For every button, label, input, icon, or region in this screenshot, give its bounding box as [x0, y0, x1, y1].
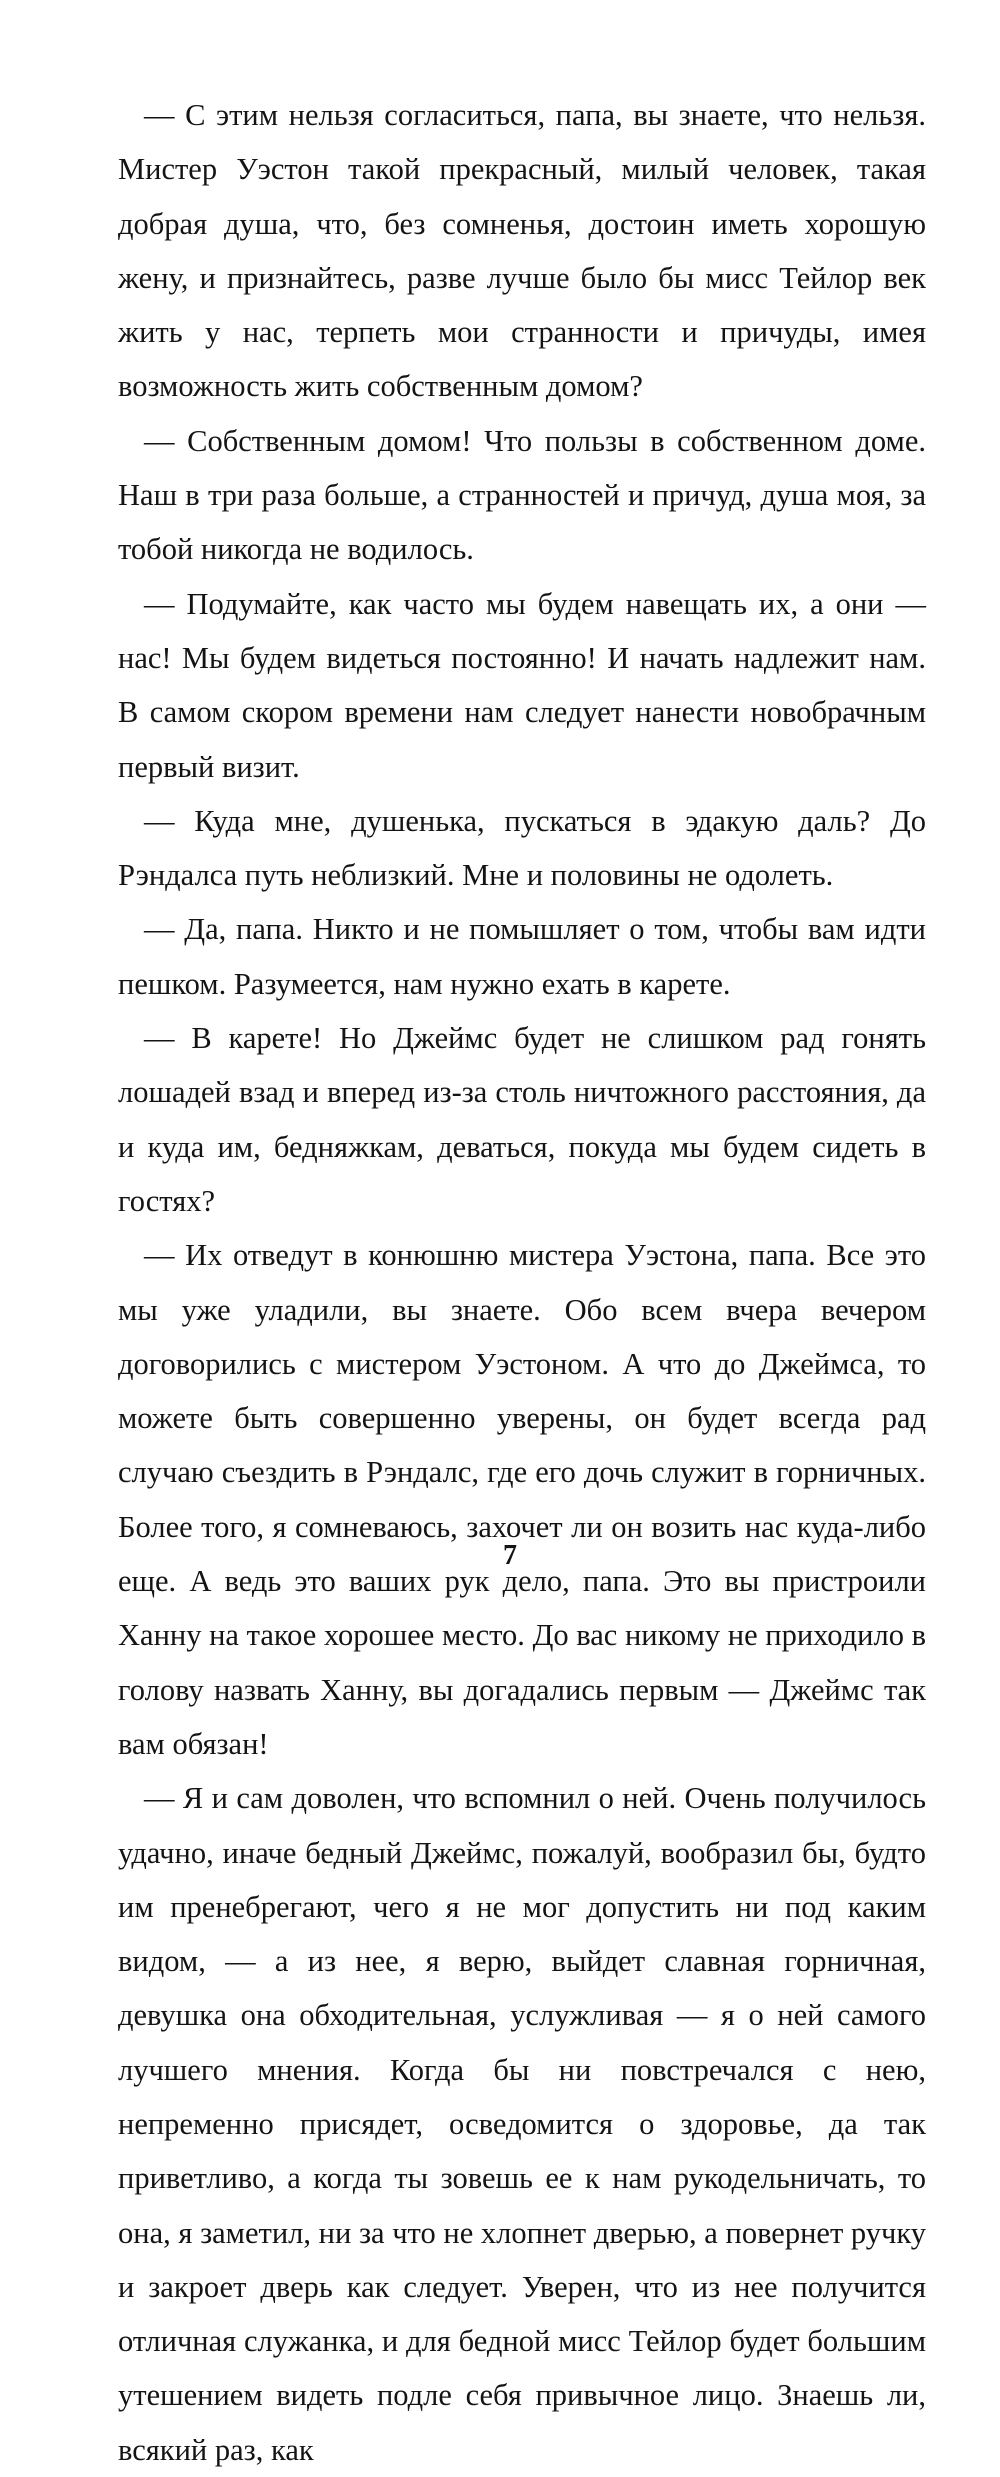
paragraph-2: — Собственным домом! Что пользы в собственном доме. Наш в три раза больше, а странностей и причуд, душа моя, за тобой никогда не водилось. [118, 423, 926, 567]
paragraph-8: — Я и сам доволен, что вспомнил о ней. Очень получилось удачно, иначе бедный Джеймс, пожалуй, вообразил бы, будто им пренебрегают, чего я не мог допустить ни под каким видом, — а из нее, я верю, выйдет славная горничная, девушка она обходительная, услужливая — я о ней самого лучшего мнения. Когда бы ни повстречался с нею, непременно присядет, осведомится о здоровье, да так приветливо, а когда ты зовешь ее к нам рукодельничать, то она, я заметил, ни за что не хлопнет дверью, а повернет ручку и закроет дверь как следует. Уверен, что из нее получится отличная служанка, и для бедной мисс Тейлор будет большим утешением видеть подле себя привычное лицо. Знаешь ли, всякий раз, как [118, 1781, 926, 2467]
body-text [118, 88, 926, 2477]
paragraph-1: — С этим нельзя согласиться, папа, вы знаете, что нельзя. Мистер Уэстон такой прекрасный, милый человек, такая добрая душа, что, без сомненья, достоин иметь хорошую жену, и признайтесь, разве лучше было бы мисс Тейлор век жить у нас, терпеть мои странности и причуды, имея возможность жить собственным домом? [118, 98, 926, 404]
paragraph-5: — Да, папа. Никто и не помышляет о том, чтобы вам идти пешком. Разумеется, нам нужно ехать в карете. [118, 912, 926, 1001]
paragraph-6: — В карете! Но Джеймс будет не слишком рад гонять лошадей взад и вперед из-за столь ничтожного расстояния, да и куда им, бедняжкам, деваться, покуда мы будем сидеть в гостях? [118, 1021, 926, 1218]
paragraph-4: — Куда мне, душенька, пускаться в эдакую даль? До Рэндалса путь неблизкий. Мне и половины не одолеть. [118, 803, 926, 893]
paragraph-7: — Их отведут в конюшню мистера Уэстона, папа. Все это мы уже уладили, вы знаете. Обо всем вчера вечером договорились с мистером Уэстоном. А что до Джеймса, то можете быть совершенно уверены, он будет всегда рад случаю съездить в Рэндалс, где его дочь служит в горничных. Более того, я сомневаюсь, захочет ли он возить нас куда-либо еще. А ведь это ваших рук дело, папа. Это вы пристроили Ханну на такое хорошее место. До вас никому не приходило в голову назвать Ханну, вы догадались первым — Джеймс так вам обязан! [118, 1238, 926, 1761]
paragraph-3: — Подумайте, как часто мы будем навещать их, а они — нас! Мы будем видеться постоянно! И начать надлежит нам. В самом скором времени нам следует нанести новобрачным первый визит. [118, 586, 926, 784]
page-number: 7 [503, 1540, 517, 1571]
